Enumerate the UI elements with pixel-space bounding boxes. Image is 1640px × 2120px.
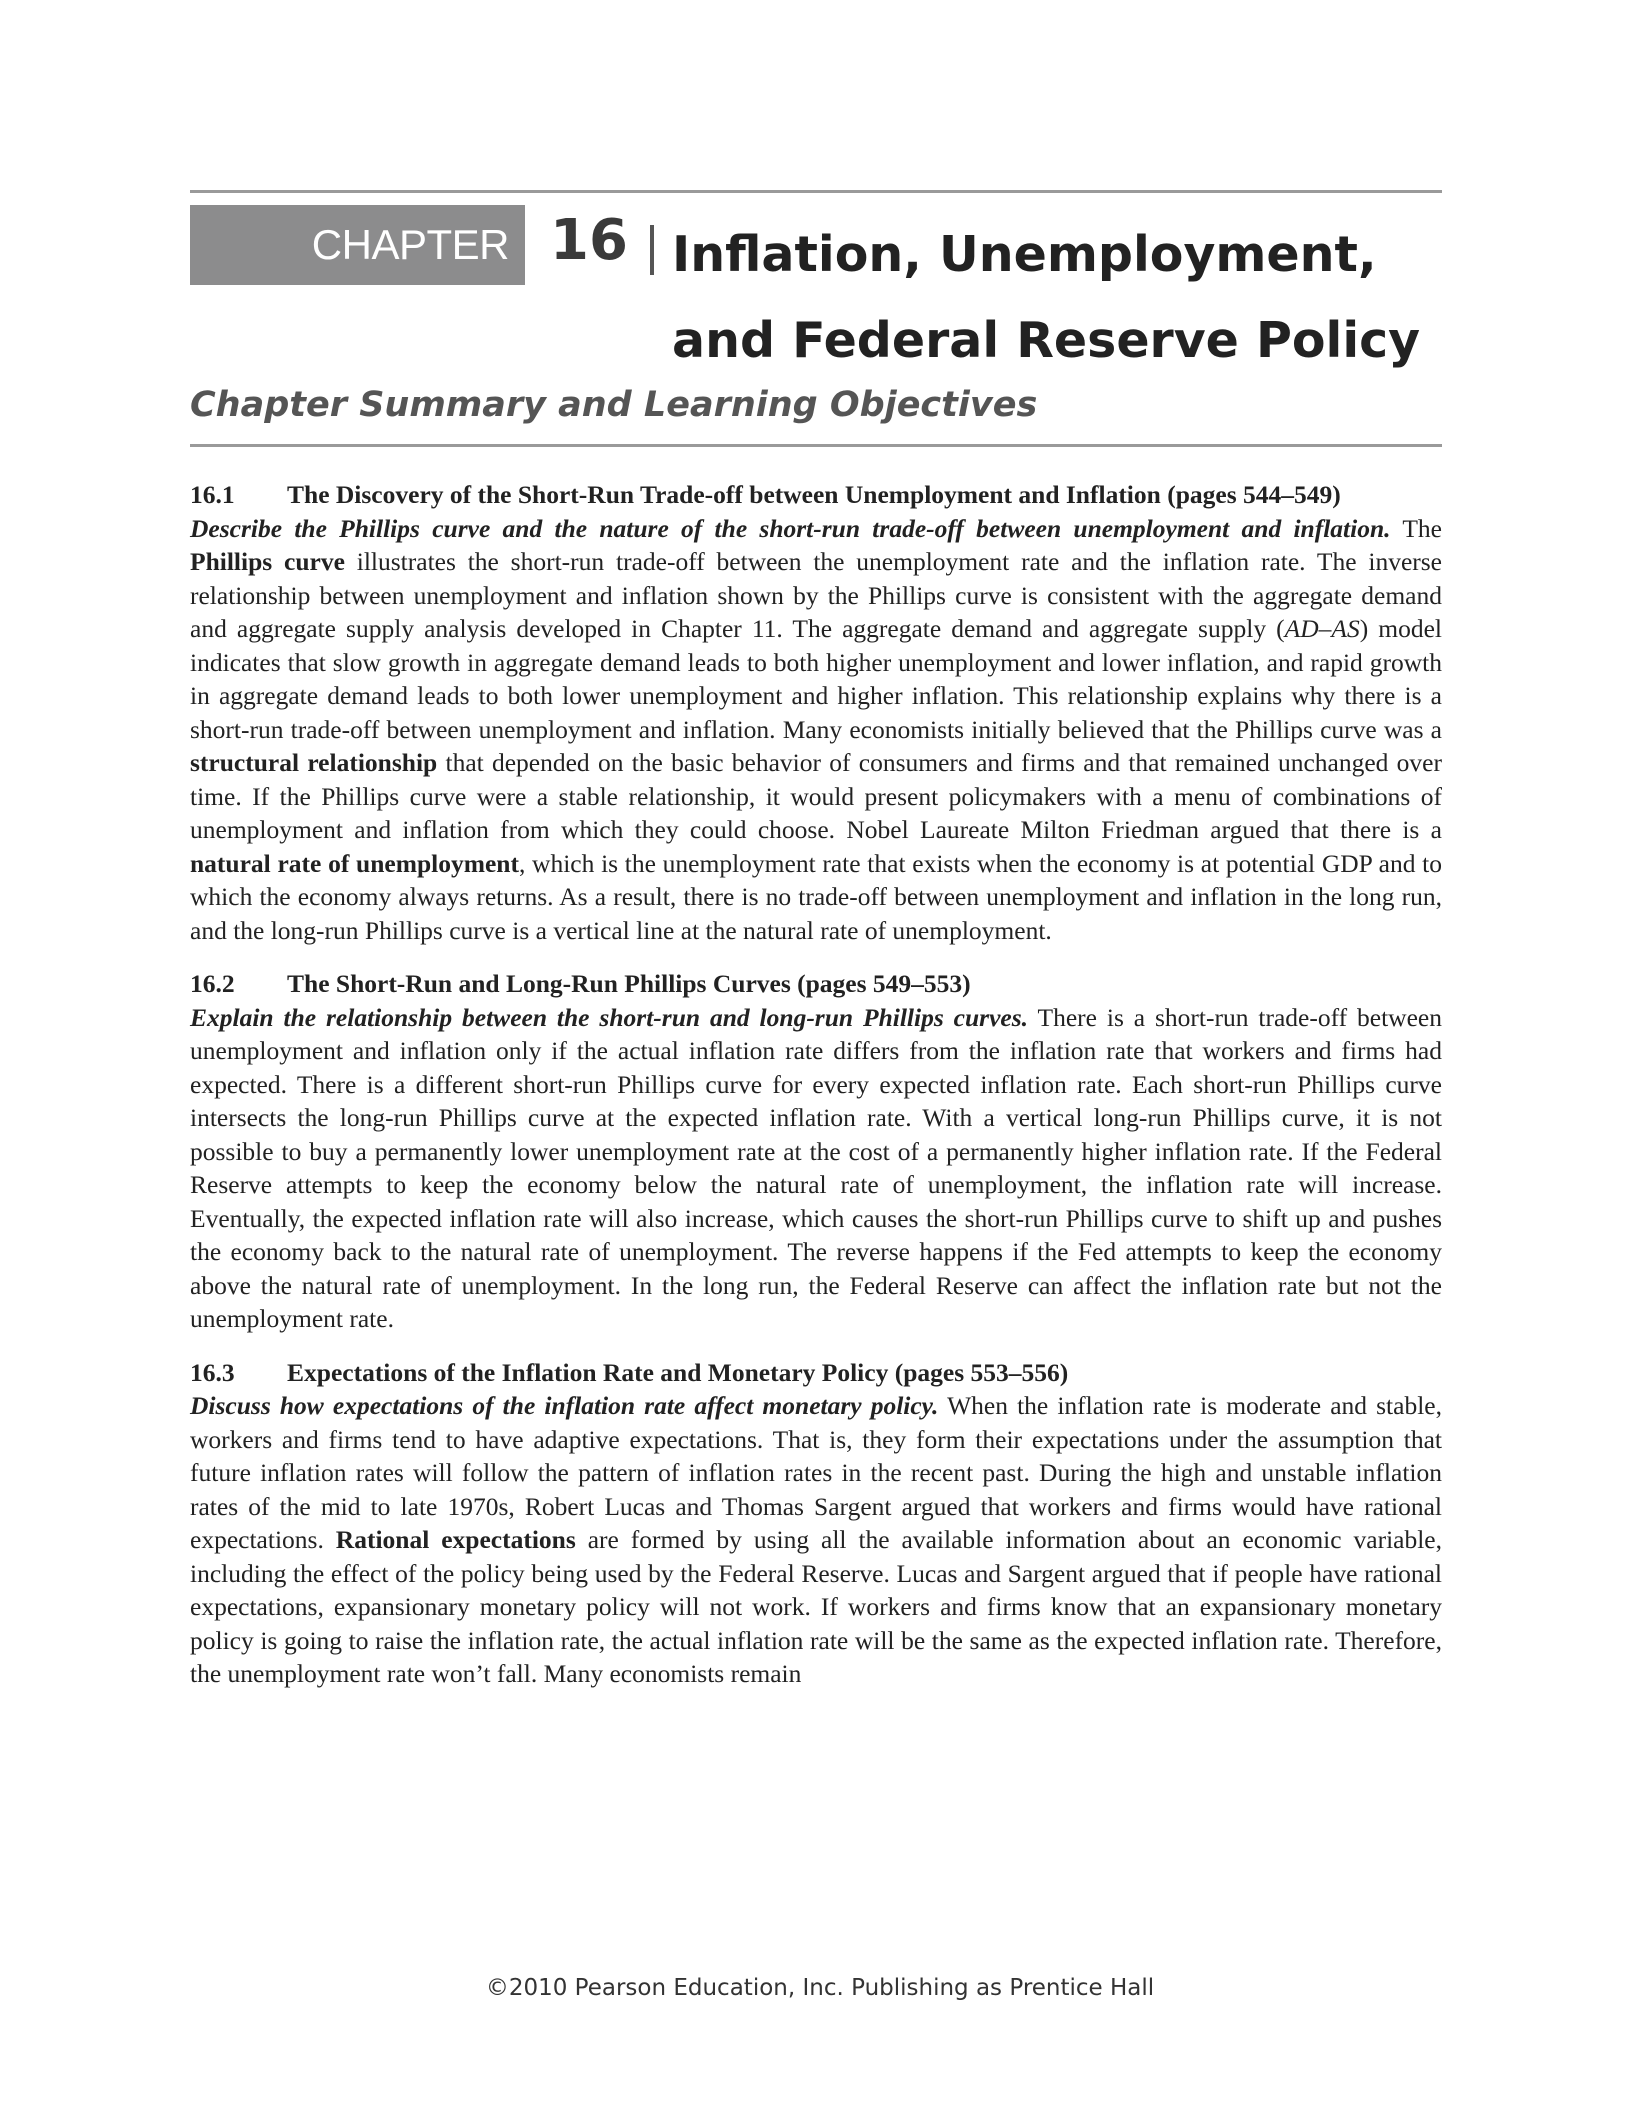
section-body — [190, 1389, 1442, 1691]
learning-objective: Explain the relationship between the short-run and long-run Phillips curves. — [190, 1002, 1029, 1032]
section-16-2 — [190, 967, 1442, 1336]
section-title: Expectations of the Inflation Rate and Monetary Policy (pages 553–556) — [287, 1357, 1069, 1387]
body-text: , which is the unemployment rate that exists when the economy is at potential GDP and to which the economy always returns. As a result, there is no trade-off between unemployment and inflation in the long run, and the long-run Phillips curve is a vertical line at the natural rate of unemployment. — [190, 848, 1442, 945]
body-text: that depended on the basic behavior of consumers and firms and that remained unchanged over time. If the Phillips curve were a stable relationship, it would present policymakers with a menu of combinations of unemployment and inflation from which they could choose. Nobel Laureate Milton Friedman argued that there is a — [190, 748, 1442, 844]
section-16-3 — [190, 1356, 1442, 1691]
page-content — [190, 478, 1442, 1711]
section-title: The Short-Run and Long-Run Phillips Curves (pages 549–553) — [287, 969, 971, 998]
section-number: 16.1 — [190, 480, 235, 509]
body-text: ) model indicates that slow growth in aggregate demand leads to both higher unemployment and lower inflation, and rapid growth in aggregate demand leads to both lower unemployment and higher inflation. This relationship explains why there is a short-run trade-off between unemployment and inflation. Many economists initially believed that the Phillips curve was a — [190, 614, 1442, 744]
body-text: There is a short-run trade-off between unemployment and inflation only if the actual inflation rate differs from the inflation rate that workers and firms had expected. There is a different short-run Phillips curve for every expected inflation rate. Each short-run Phillips curve intersects the long-run Phillips curve at the expected inflation rate. With a vertical long-run Phillips curve, it is not possible to buy a permanently lower unemployment rate at the cost of a permanently higher inflation rate. If the Federal Reserve attempts to keep the economy below the natural rate of unemployment, the inflation rate will increase. Eventually, the expected inflation rate will also increase, which causes the short-run Phillips curve to shift up and pushes the economy back to the natural rate of unemployment. The reverse happens if the Fed attempts to keep the economy above the natural rate of unemployment. In the long run, the Federal Reserve can affect the inflation rate but not the unemployment rate. — [190, 1002, 1442, 1333]
summary-rule — [190, 444, 1442, 447]
chapter-number: 16 — [550, 208, 628, 273]
body-text: When the inflation rate is moderate and stable, workers and firms tend to have adaptive expectations. That is, they form their expectations under the assumption that future inflation rates will follow the pattern of inflation rates in the recent past. During the high and unstable inflation rates of the mid to late 1970s, Robert Lucas and Thomas Sargent argued that workers and firms would have rational expectations. — [190, 1391, 1442, 1554]
copyright-footer: ©2010 Pearson Education, Inc. Publishing as Prentice Hall — [485, 1975, 1155, 2001]
chapter-label: CHAPTER — [311, 221, 509, 268]
section-16-1 — [190, 478, 1442, 947]
chapter-divider — [650, 225, 654, 275]
chapter-label-box — [190, 205, 525, 285]
key-term: Phillips curve — [190, 547, 345, 576]
learning-objective: Discuss how expectations of the inflation rate affect monetary policy. — [190, 1391, 939, 1420]
body-text: illustrates the short-run trade-off between the unemployment rate and the inflation rate. The inverse relationship between unemployment and inflation shown by the Phillips curve is consistent with the aggregate demand and aggregate supply analysis developed in Chapter 11. The aggregate demand and aggregate supply ( — [190, 547, 1442, 643]
summary-heading: Chapter Summary and Learning Objectives — [190, 385, 1038, 425]
section-heading — [190, 478, 1442, 512]
italic-term: AD–AS — [1284, 614, 1360, 643]
body-text: The — [1390, 513, 1442, 543]
body-text: are formed by using all the available information about an economic variable, including the effect of the policy being used by the Federal Reserve. Lucas and Sargent argued that if people have rational expectations, expansionary monetary policy will not work. If workers and firms know that an expansionary monetary policy is going to raise the inflation rate, the actual inflation rate will be the same as the expected inflation rate. Therefore, the unemployment rate won’t fall. Many economists remain — [190, 1525, 1443, 1688]
top-rule — [190, 190, 1442, 193]
key-term: natural rate of unemployment — [190, 848, 519, 878]
section-body — [190, 512, 1442, 948]
section-heading — [190, 1356, 1442, 1390]
section-title: The Discovery of the Short-Run Trade-off between Unemployment and Inflation (pages 544–549) — [287, 480, 1341, 509]
chapter-title: Inflation, Unemployment, and Federal Reserve Policy — [672, 226, 1421, 369]
learning-objective: Describe the Phillips curve and the nature of the short-run trade-off between unemployment and inflation. — [190, 513, 1391, 543]
section-heading — [190, 967, 1442, 1001]
section-body — [190, 1001, 1442, 1336]
section-number: 16.3 — [190, 1357, 235, 1387]
key-term: structural relationship — [190, 748, 438, 777]
key-term: Rational expectations — [335, 1525, 576, 1554]
section-number: 16.2 — [190, 969, 235, 998]
